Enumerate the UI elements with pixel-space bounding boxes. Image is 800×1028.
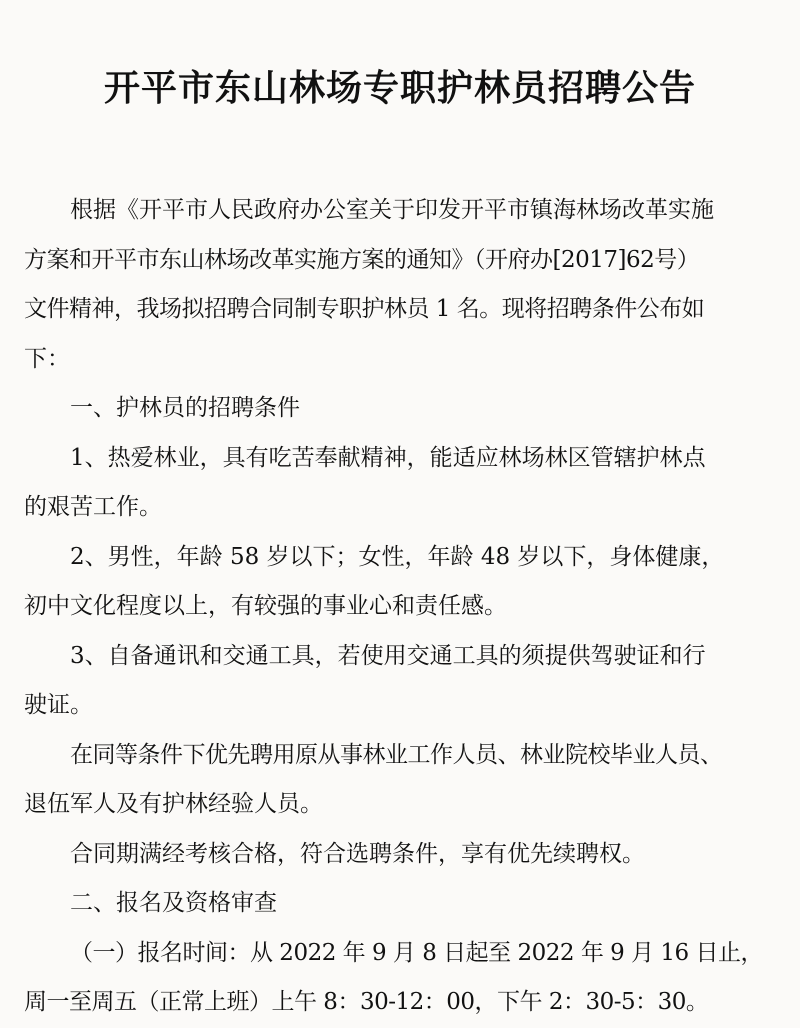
condition-3-line-2: 驶证。 (24, 692, 93, 718)
priority-line-1: 在同等条件下优先聘用原从事林业工作人员、林业院校毕业人员、 (70, 741, 723, 768)
document-title: 开平市东山林场专职护林员招聘公告 (103, 67, 696, 109)
document-body (24, 186, 776, 1028)
paragraph-intro-line-1: 根据《开平市人民政府办公室关于印发开平市镇海林场改革实施 (70, 197, 714, 223)
condition-2-line-1: 2、男性，年龄 58 岁以下；女性，年龄 48 岁以下，身体健康， (70, 543, 725, 570)
registration-time-line-1: （一）报名时间：从 2022 年 9 月 8 日起至 2022 年 9 月 16 日止， (70, 939, 763, 966)
condition-3-line-1: 3、自备通讯和交通工具，若使用交通工具的须提供驾驶证和行 (70, 642, 706, 669)
priority-line-2: 退伍军人及有护林经验人员。 (24, 791, 323, 817)
condition-2-line-2: 初中文化程度以上，有较强的事业心和责任感。 (24, 593, 507, 619)
section-heading-conditions: 一、护林员的招聘条件 (70, 395, 300, 421)
paragraph-intro-line-4: 下： (24, 345, 70, 372)
renewal-paragraph: 合同期满经考核合格，符合选聘条件，享有优先续聘权。 (70, 840, 645, 867)
condition-1-line-2: 的艰苦工作。 (24, 494, 162, 520)
paragraph-intro-line-2: 方案和开平市东山林场改革实施方案的通知》（开府办[2017]62号） (24, 246, 700, 273)
condition-1-line-1: 1、热爱林业，具有吃苦奉献精神，能适应林场林区管辖护林点 (70, 444, 706, 471)
paragraph-intro-line-3: 文件精神，我场拟招聘合同制专职护林员 1 名。现将招聘条件公布如 (24, 296, 705, 322)
section-heading-registration: 二、报名及资格审查 (70, 890, 277, 916)
registration-time-line-2: 周一至周五（正常上班）上午 8：30-12：00，下午 2：30-5：30。 (24, 989, 709, 1015)
